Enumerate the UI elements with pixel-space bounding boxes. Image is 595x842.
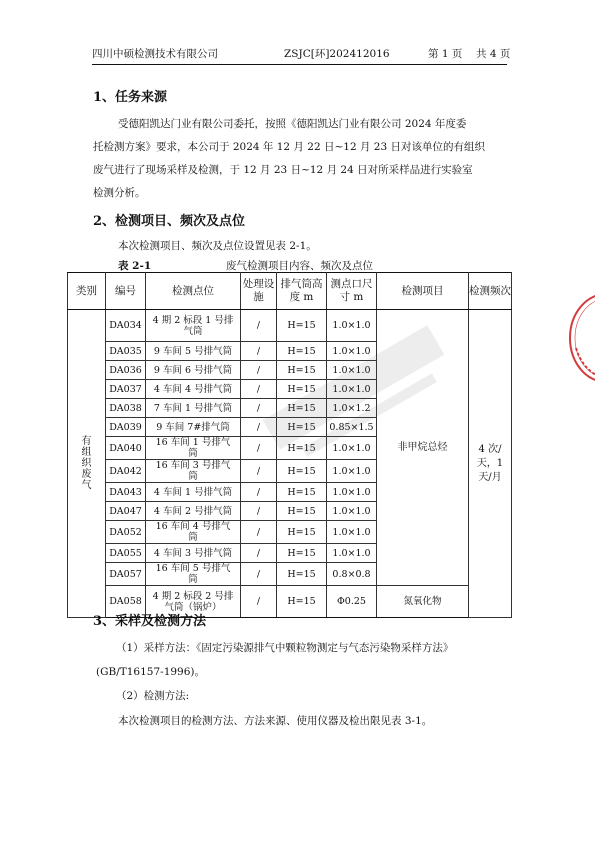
facility-cell: / [241,361,277,380]
size-cell: 1.0×1.0 [327,361,377,380]
facility-cell: / [241,342,277,361]
table-title: 废气检测项目内容、频次及点位 [226,260,373,272]
height-cell: H=15 [277,521,327,544]
point-cell: 4 车间 3 号排气筒 [146,544,241,563]
header-category: 类别 [68,273,106,310]
section-2-title: 2、检测项目、频次及点位 [93,214,246,229]
header-point: 检测点位 [146,273,241,310]
code-cell: DA047 [106,502,146,521]
point-cell: 4 期 2 标段 2 号排气筒（锅炉） [146,586,241,618]
size-cell: 1.0×1.0 [327,483,377,502]
point-cell: 7 车间 1 号排气筒 [146,399,241,418]
code-cell: DA035 [106,342,146,361]
detection-method-label: （2）检测方法: [116,690,190,702]
header-size: 测点口尺寸 m [327,273,377,310]
facility-cell: / [241,586,277,618]
point-cell: 9 车间 6 号排气筒 [146,361,241,380]
code-cell: DA055 [106,544,146,563]
code-cell: DA034 [106,310,146,342]
item-cell: 氮氧化物 [377,586,469,618]
height-cell: H=15 [277,437,327,460]
size-cell: 1.0×1.2 [327,399,377,418]
point-cell: 16 车间 4 号排气筒 [146,521,241,544]
header-rule [92,64,507,65]
facility-cell: / [241,310,277,342]
section-3-title: 3、采样及检测方法 [93,614,207,629]
size-cell: 1.0×1.0 [327,437,377,460]
height-cell: H=15 [277,380,327,399]
point-cell: 4 车间 2 号排气筒 [146,502,241,521]
height-cell: H=15 [277,361,327,380]
size-cell: 1.0×1.0 [327,310,377,342]
facility-cell: / [241,521,277,544]
header-facility: 处理设施 [241,273,277,310]
height-cell: H=15 [277,342,327,361]
code-cell: DA057 [106,563,146,586]
facility-cell: / [241,544,277,563]
facility-cell: / [241,418,277,437]
monitoring-table [67,272,512,618]
height-cell: H=15 [277,544,327,563]
size-cell: 1.0×1.0 [327,342,377,361]
code-cell: DA036 [106,361,146,380]
size-cell: 1.0×1.0 [327,460,377,483]
table-row [68,310,512,342]
code-cell: DA058 [106,586,146,618]
height-cell: H=15 [277,586,327,618]
facility-cell: / [241,437,277,460]
section-1-title: 1、任务来源 [93,90,168,105]
header-item: 检测项目 [377,273,469,310]
code-cell: DA040 [106,437,146,460]
size-cell: 0.85×1.5 [327,418,377,437]
point-cell: 9 车间 7#排气筒 [146,418,241,437]
section-3-intro: 本次检测项目的检测方法、方法来源、使用仪器及检出限见表 3-1。 [118,715,433,727]
facility-cell: / [241,563,277,586]
header-frequency: 检测频次 [469,273,512,310]
code-cell: DA043 [106,483,146,502]
item-cell: 非甲烷总烃 [377,310,469,586]
height-cell: H=15 [277,502,327,521]
size-cell: 1.0×1.0 [327,521,377,544]
height-cell: H=15 [277,418,327,437]
category-cell: 有组织废气 [68,310,106,618]
facility-cell: / [241,483,277,502]
size-cell: 1.0×1.0 [327,544,377,563]
facility-cell: / [241,460,277,483]
section-1-line-2: 托检测方案》要求，本公司于 2024 年 12 月 22 日~12 月 23 日对该单位的有组织 [93,141,486,153]
table-body [68,310,512,618]
point-cell: 16 车间 5 号排气筒 [146,563,241,586]
code-cell: DA042 [106,460,146,483]
height-cell: H=15 [277,563,327,586]
point-cell: 9 车间 5 号排气筒 [146,342,241,361]
point-cell: 16 车间 3 号排气筒 [146,460,241,483]
size-cell: 1.0×1.0 [327,502,377,521]
table-number: 表 2-1 [118,260,152,272]
point-cell: 4 期 2 标段 1 号排气筒 [146,310,241,342]
section-1-line-4: 检测分析。 [93,187,146,199]
height-cell: H=15 [277,399,327,418]
section-1-line-1: 受德阳凯达门业有限公司委托，按照《德阳凯达门业有限公司 2024 年度委 [118,118,467,130]
page-number: 第 1 页 [428,48,463,60]
size-cell: Φ0.25 [327,586,377,618]
height-cell: H=15 [277,460,327,483]
code-cell: DA052 [106,521,146,544]
facility-cell: / [241,502,277,521]
size-cell: 1.0×1.0 [327,380,377,399]
section-1-line-3: 废气进行了现场采样及检测，于 12 月 23 日~12 月 24 日对所采样品进行实验室 [93,164,473,176]
section-2-intro: 本次检测项目、频次及点位设置见表 2-1。 [118,240,317,252]
height-cell: H=15 [277,310,327,342]
company-seal [568,288,595,388]
size-cell: 0.8×0.8 [327,563,377,586]
code-cell: DA038 [106,399,146,418]
page-total: 共 4 页 [476,48,511,60]
frequency-cell: 4 次/天，1 天/月 [469,310,512,618]
company-name: 四川中硕检测技术有限公司 [92,48,218,60]
point-cell: 4 车间 1 号排气筒 [146,483,241,502]
point-cell: 4 车间 4 号排气筒 [146,380,241,399]
header-code: 编号 [106,273,146,310]
point-cell: 16 车间 1 号排气筒 [146,437,241,460]
height-cell: H=15 [277,483,327,502]
code-cell: DA037 [106,380,146,399]
sampling-method-1: （1）采样方法：《固定污染源排气中颗粒物测定与气态污染物采样方法》 [116,642,454,654]
header-height: 排气筒高度 m [277,273,327,310]
code-cell: DA039 [106,418,146,437]
report-number: ZSJC[环]202412016 [284,48,390,60]
facility-cell: / [241,380,277,399]
sampling-method-2: (GB/T16157-1996)。 [96,666,206,678]
facility-cell: / [241,399,277,418]
